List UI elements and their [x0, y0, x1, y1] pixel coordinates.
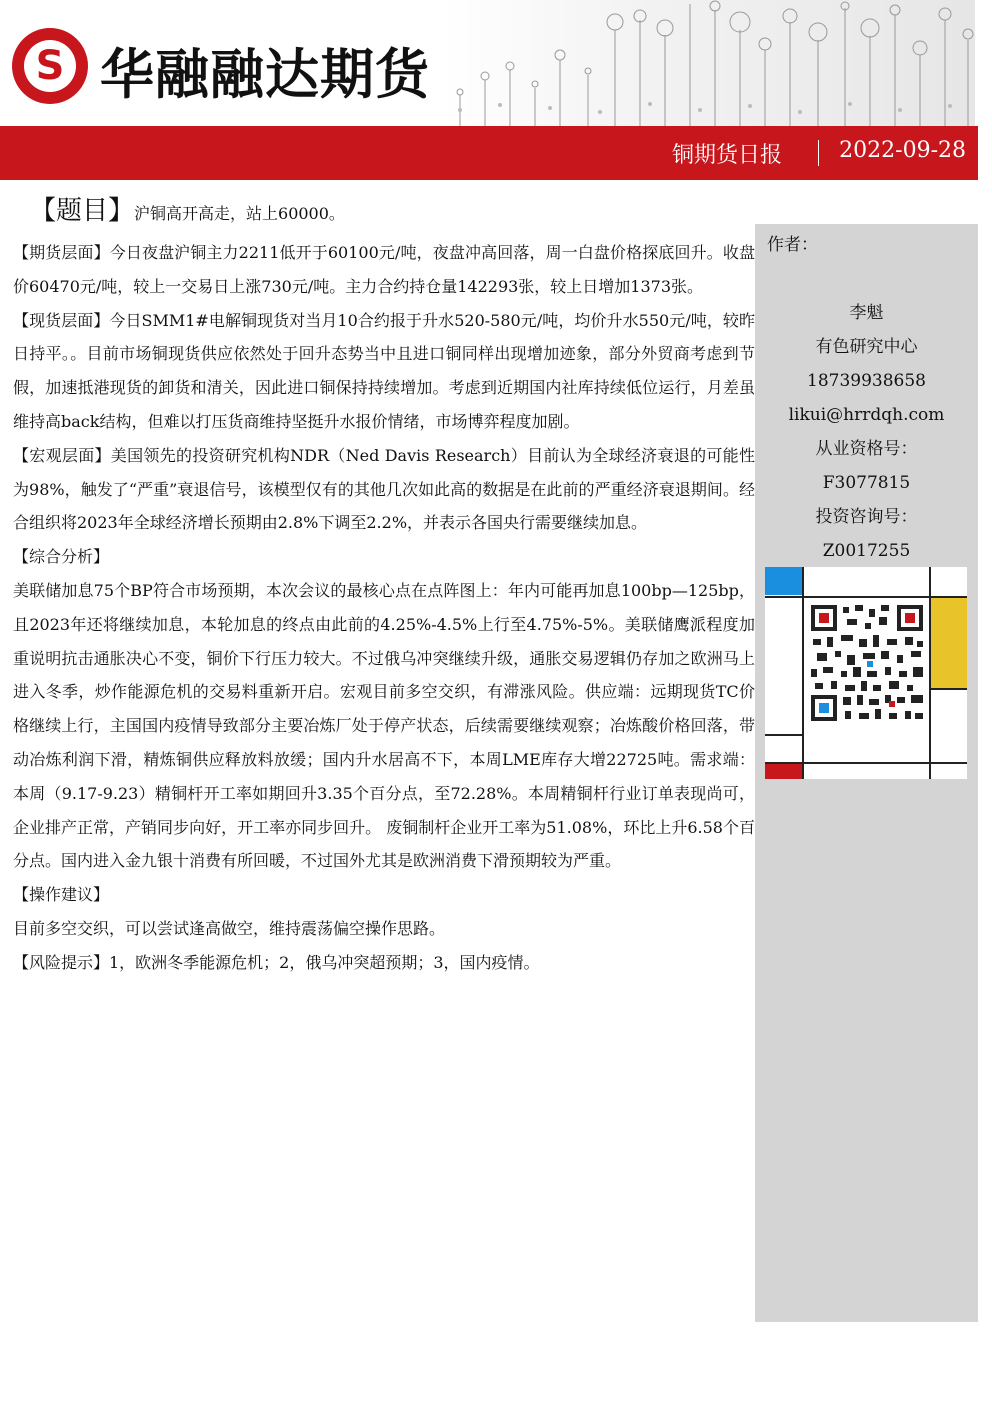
- section-risk: 【风险提示】1，欧洲冬季能源危机；2，俄乌冲突超预期；3，国内疫情。: [13, 952, 540, 972]
- topic-line: [30, 190, 345, 227]
- author-phone: 18739938658: [807, 371, 926, 391]
- topic-label: 【题目】: [30, 196, 135, 226]
- report-title: 铜期货日报: [671, 143, 782, 168]
- report-body: [13, 236, 755, 980]
- report-date: 2022-09-28: [839, 138, 966, 163]
- brand-name: 华融融达期货: [100, 43, 430, 106]
- author-sidebar: [755, 224, 978, 1322]
- section-advice: 目前多空交织，可以尝试逢高做空，维持震荡偏空操作思路。: [13, 918, 446, 938]
- qr-code-icon: [765, 567, 967, 779]
- author-dept: 有色研究中心: [815, 337, 918, 357]
- author-name: 李魁: [849, 303, 884, 323]
- qualification-number: F3077815: [822, 473, 911, 493]
- banner-divider: [818, 140, 819, 166]
- section-advice-heading: 【操作建议】: [13, 885, 110, 905]
- author-contact: [755, 296, 978, 568]
- section-spot: 【现货层面】今日SMM1#电解铜现货对当月10合约报于升水520-580元/吨，均价升水550元/吨，较昨日持平。。目前市场铜现货供应依然处于回升态势当中且进口铜同样出现增加迹象，部分外贸商考虑到节假，加速抵港现货的卸货和清关，因此进口铜保持持续增加。考虑到近期国内社库持续低位运行，月差虽维持高back结构，但难以打压货商维持坚挺升水报价情绪，市场博弈程度加剧。: [13, 310, 755, 431]
- qualification-label: 从业资格号：: [815, 439, 918, 459]
- consult-number: Z0017255: [822, 541, 911, 561]
- section-macro: 【宏观层面】美国领先的投资研究机构NDR（Ned Davis Research）目前认为全球经济衰退的可能性为98%，触发了“严重”衰退信号，该模型仅有的其他几次如此高的数据是在此前的严重经济衰退期间。经合组织将2023年全球经济增长预期由2.8%下调至2.2%，并表示各国央行需要继续加息。: [13, 445, 755, 533]
- author-email: likui@hrrdqh.com: [788, 405, 945, 425]
- topic-text: 沪铜高开高走，站上60000。: [134, 204, 345, 223]
- header-decoration-graphic: [440, 0, 975, 126]
- qr-panel: [765, 567, 967, 779]
- header: [0, 0, 992, 126]
- brand-logo-icon: [12, 28, 88, 104]
- consult-label: 投资咨询号：: [815, 507, 918, 527]
- section-analysis-heading: 【综合分析】: [13, 547, 110, 567]
- report-banner: [0, 126, 978, 180]
- section-futures: 【期货层面】今日夜盘沪铜主力2211低开于60100元/吨，夜盘冲高回落，周一白盘价格探底回升。收盘价60470元/吨，较上一交易日上涨730元/吨。主力合约持仓量142293张，较上日增加1373张。: [13, 243, 755, 296]
- logo-letter: S: [35, 43, 65, 89]
- author-label: 作者：: [767, 235, 818, 255]
- section-analysis: 美联储加息75个BP符合市场预期，本次会议的最核心点在点阵图上：年内可能再加息100bp—125bp，且2023年还将继续加息，本轮加息的终点由此前的4.25%-4.5%上行至4.75%-5%。美联储鹰派程度加重说明抗击通胀决心不变，铜价下行压力较大。不过俄乌冲突继续升级，通胀交易逻辑仍存加之欧洲马上进入冬季，炒作能源危机的交易料重新开启。宏观目前多空交织，有滞涨风险。供应端：远期现货TC价格继续上行，主国国内疫情导致部分主要冶炼厂处于停产状态，后续需要继续观察；冶炼酸价格回落，带动冶炼利润下滑，精炼铜供应释放料放缓；国内升水居高不下，本周LME库存大增22725吨。需求端：本周（9.17-9.23）精铜杆开工率如期回升3.35个百分点，至72.28%。本周精铜杆行业订单表现尚可，企业排产正常，产销同步向好，开工率亦同步回升。 废铜制杆企业开工率为51.08%，环比上升6.58个百分点。国内进入金九银十消费有所回暖，不过国外尤其是欧洲消费下滑预期较为严重。: [13, 580, 755, 871]
